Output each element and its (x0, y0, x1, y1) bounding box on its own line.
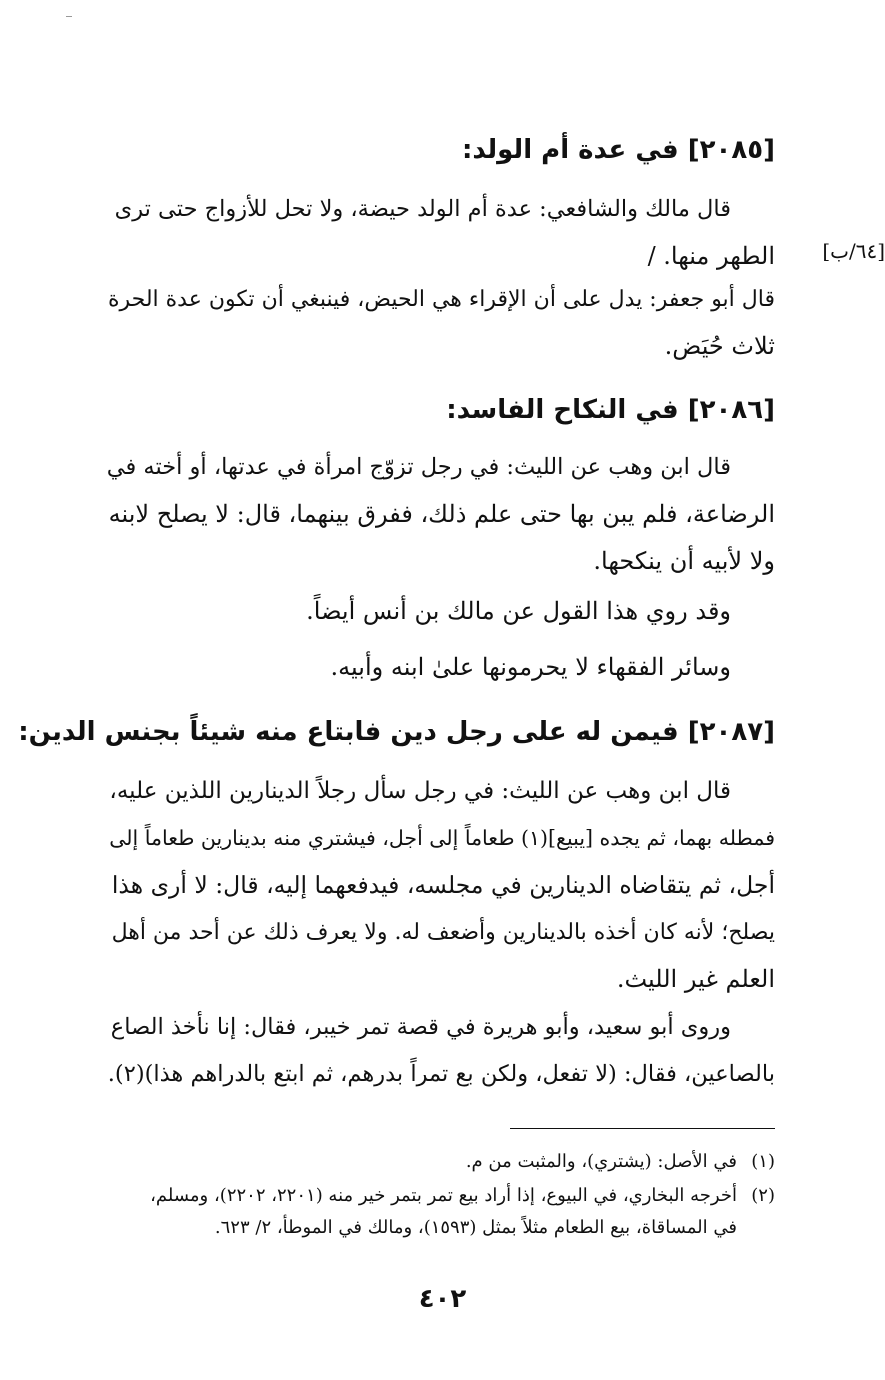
section-2087-paragraph-1 (107, 768, 775, 1003)
text-line: العلم غير الليث. (616, 965, 775, 993)
text-line: ولا لأبيه أن ينكحها. (593, 547, 775, 575)
footnote-text: أخرجه البخاري، في البيوع، إذا أراد بيع تمر بتمر خير منه (٢٢٠١، ٢٢٠٢)، ومسلم، (150, 1185, 737, 1206)
text-line: وسائر الفقهاء لا يحرمونها علىٰ ابنه وأبيه. (330, 653, 731, 681)
folio-margin-note: [٦٤/ب] (822, 239, 885, 263)
footnote-separator (510, 1128, 775, 1129)
section-heading-2086: [٢٠٨٦] في النكاح الفاسد: (446, 395, 775, 425)
text-line: قال ابن وهب عن الليث: في رجل سأل رجلاً الدينارين اللذين عليه، (109, 778, 731, 804)
section-2085-paragraph-1 (107, 186, 775, 280)
footnote-text: في الأصل: (يشتري)، والمثبت من م. (465, 1151, 737, 1172)
text-line: قال أبو جعفر: يدل على أن الإقراء هي الحيض، فينبغي أن تكون عدة الحرة (107, 287, 775, 312)
text-line: قال مالك والشافعي: عدة أم الولد حيضة، ولا تحل للأزواج حتى ترى (114, 196, 731, 222)
text-line: وقد روي هذا القول عن مالك بن أنس أيضاً. (306, 597, 731, 625)
text-line: قال ابن وهب عن الليث: في رجل تزوّج امرأة في عدتها، أو أخته في (106, 454, 731, 480)
footnote-number: (٢) (751, 1185, 775, 1206)
text-line: وروى أبو سعيد، وأبو هريرة في قصة تمر خيبر، فقال: إنا نأخذ الصاع (110, 1014, 731, 1040)
text-line: الرضاعة، فلم يبن بها حتى علم ذلك، ففرق بينهما، قال: لا يصلح لابنه (108, 500, 775, 528)
footnote-text: في المساقاة، بيع الطعام مثلاً بمثل (١٥٩٣)، ومالك في الموطأ، ٢/ ٦٢٣. (214, 1217, 737, 1238)
footnote-2 (95, 1180, 775, 1244)
section-2085-paragraph-2 (107, 276, 775, 370)
section-2086-paragraph-2 (107, 588, 775, 635)
section-2086-paragraph-1 (107, 444, 775, 585)
text-line: بالصاعين، فقال: (لا تفعل، ولكن بع تمراً بدرهم، ثم ابتع بالدراهم هذا)(٢). (107, 1061, 775, 1087)
text-line: أجل، ثم يتقاضاه الدينارين في مجلسه، فيدفعهما إليه، قال: لا أرى هذا (111, 871, 775, 899)
text-line: يصلح؛ لأنه كان أخذه بالدينارين وأضعف له. ولا يعرف ذلك عن أحد من أهل (111, 920, 775, 945)
section-heading-2085: [٢٠٨٥] في عدة أم الولد: (461, 135, 775, 165)
footnote-1 (95, 1146, 775, 1178)
corner-mark (66, 16, 72, 23)
text-line: الطهر منها. / (647, 242, 775, 270)
section-2086-paragraph-3 (107, 644, 775, 691)
section-heading-2087: [٢٠٨٧] فيمن له على رجل دين فابتاع منه شيئاً بجنس الدين: (18, 717, 775, 747)
page-number: ٤٠٢ (418, 1284, 467, 1314)
text-line: فمطله بهما، ثم يجده [يبيع](١) طعاماً إلى أجل، فيشتري منه بدينارين طعاماً إلى (109, 826, 775, 850)
footnote-number: (١) (751, 1151, 775, 1172)
section-2087-paragraph-2 (107, 1004, 775, 1098)
text-line: ثلاث حُيَض. (664, 332, 775, 360)
